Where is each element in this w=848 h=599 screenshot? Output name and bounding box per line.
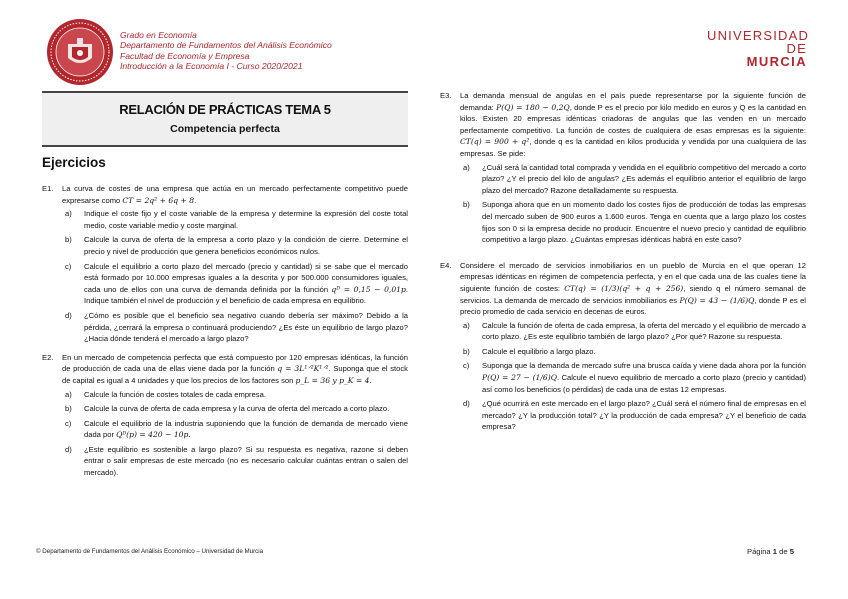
item-label: d): [463, 399, 470, 409]
university-logo: [707, 28, 810, 69]
item-text: Suponga ahora que en un momento dado los costes fijos de producción de todas las empresas del mercado suben de 900 euros a 1.600 euros. Tenga en cuenta que a largo plazo los costes fijos son 0 si la empresa decide no producir. Encuentre el nuevo precio y cantidad de equilibrio competitivo a largo plazo. ¿Cuántas empresas idénticas habrá en este caso?: [482, 200, 806, 245]
institution-degree: Grado en Economía: [120, 30, 197, 40]
page-number: [747, 547, 794, 556]
exercise-item: [62, 208, 408, 231]
exercise-item: [62, 389, 408, 401]
item-text: Calcule la curva de oferta de la empresa a corto plazo y la condición de cierre. Determine el precio y nivel de producción que genera beneficios económicos nulos.: [84, 235, 408, 256]
item-label: b): [463, 346, 470, 356]
exercise-intro: , donde P es el precio promedio de cada servicio en decenas de euros.: [460, 295, 806, 317]
item-label: b): [65, 235, 72, 245]
exercise-intro: , donde P es el precio por kilo medido en euros y Q es la cantidad en kilos. Existen 20 empresas idénticas criadoras de angulas que las venden en un mercado perfectamente competitivo. La función de costes de cualquiera de esas empresas es la siguiente:: [460, 102, 806, 135]
item-label: d): [65, 310, 72, 320]
item-text: ¿Qué ocurrirá en este mercado en el largo plazo? ¿Cuál será el número final de empresas en el mercado? ¿Y la producción total? ¿Y la producción de cada empresa? ¿Y el beneficio de cada empresa?: [482, 399, 806, 432]
title-box: [42, 91, 408, 147]
institution-info: [120, 30, 332, 72]
item-label: b): [463, 200, 470, 210]
item-formula: Qᴰ(p) = 420 − 10p.: [116, 430, 191, 440]
item-formula: qᴰ = 0,15 − 0,01p: [331, 284, 406, 294]
item-text: Calcule la curva de oferta de cada empresa y la curva de oferta del mercado a corto plazo.: [84, 404, 390, 414]
item-text: . Indique también el nivel de producción y el beneficio de cada empresa en equilibrio.: [84, 284, 408, 306]
exercise-e2: [42, 352, 408, 387]
exercise-item: [62, 234, 408, 257]
exercise-formula: P(Q) = 180 − 0,2Q: [496, 102, 570, 112]
institution-faculty: Facultad de Economía y Empresa: [120, 50, 250, 61]
exercise-number: E4.: [440, 260, 452, 270]
item-text: Calcule el equilibrio de la industria suponiendo que la función de demanda de mercado viene dada por: [84, 418, 408, 440]
exercise-prices: p_L = 36 y p_K = 4.: [295, 375, 372, 385]
exercise-formula: CT = 2q² + 6q + 8: [122, 195, 195, 205]
exercise-number: E3.: [440, 91, 452, 100]
item-label: c): [65, 261, 72, 271]
right-column: [440, 90, 806, 433]
exercise-intro: La demanda mensual de angulas en el país puede representarse por la siguiente función de demanda:: [460, 91, 806, 112]
item-label: a): [65, 389, 72, 399]
item-text: Calcule la función de costes totales de cada empresa.: [84, 389, 266, 399]
exercise-item: [460, 346, 806, 358]
item-text: ¿Este equilibrio es sostenible a largo plazo? Si su respuesta es negativa, razone si deben entrar o salir empresas de este mercado (no es necesario calcular cuántas entran o salen del mercado).: [84, 444, 408, 478]
section-heading: Ejercicios: [42, 155, 106, 170]
item-label: b): [65, 404, 72, 414]
item-label: c): [463, 361, 470, 371]
page-subtitle: Competencia perfecta: [170, 123, 280, 135]
item-label: a): [463, 162, 470, 172]
item-text: ¿Cuál será la cantidad total comprada y vendida en el equilibrio competitivo del mercado a corto plazo? ¿Y el precio del kilo de angulas? ¿Es además el equilibrio anterior el equilibrio de largo plazo del mercado? Razone detalladamente su respuesta.: [482, 162, 806, 195]
item-label: a): [463, 320, 470, 330]
exercise-intro: , donde q es la cantidad en kilos producida y vendida por una cualquiera de las empresas. Se pide:: [460, 137, 806, 158]
item-text: Calcule el equilibrio a largo plazo.: [482, 346, 596, 356]
exercise-number: E1.: [42, 184, 54, 193]
item-text: Suponga que la demanda de mercado sufre una brusca caída y viene dada ahora por la función: [482, 361, 806, 371]
page-current: 1: [772, 547, 778, 556]
exercise-intro: La curva de costes de una empresa que actúa en un mercado perfectamente competitivo puede expresarse como: [62, 184, 408, 205]
institution-course: Introducción a la Economía I - Curso 2020/2021: [120, 61, 303, 72]
exercise-item: [62, 261, 408, 307]
logo-line-2: MURCIA: [746, 54, 807, 69]
exercise-intro: , siendo q el número semanal de servicios. La demanda de mercado de servicios inmobiliarios es: [460, 283, 806, 305]
exercise-formula: CT(q) = (1/3)(q² + q + 256): [564, 283, 684, 293]
item-label: d): [65, 444, 72, 454]
exercise-intro: En un mercado de competencia perfecta que está compuesto por 120 empresas idénticas, la función de producción de cada una de ellas viene dada por la función: [62, 352, 408, 374]
exercise-intro: Considere el mercado de servicios inmobiliarios en un pueblo de Murcia en el que operan 12 empresas idénticas en régimen de competencia perfecta, y en el que cada una de las cuales tiene la siguiente función de costes:: [460, 260, 806, 293]
exercise-formula: P(Q) = 43 − (1/6)Q: [679, 295, 755, 305]
exercise-item: [62, 444, 408, 479]
exercise-item: [62, 310, 408, 345]
exercise-e1: E1. La curva de costes de una empresa que actúa en un mercado perfectamente competitivo puede expresarse como CT = 2q² + 6q + 8.: [42, 184, 408, 205]
exercise-number: E2.: [42, 352, 54, 362]
page-title: RELACIÓN DE PRÁCTICAS TEMA 5: [119, 102, 331, 117]
item-text: Calcule la función de oferta de cada empresa, la oferta del mercado y el equilibrio de mercado a corto plazo. ¿Es este equilibrio también de largo plazo? ¿Por qué? Razone su respuesta.: [482, 320, 806, 342]
item-label: a): [65, 209, 72, 219]
page-word: Página: [747, 547, 771, 556]
logo-line-1: UNIVERSIDAD DE: [707, 28, 810, 56]
exercise-e4: [440, 260, 806, 318]
item-text: Indique el coste fijo y el coste variable de la empresa y determine la expresión del coste total medio, coste variable medio y coste marginal.: [84, 209, 408, 230]
institution-department: Departamento de Fundamentos del Análisis Económico: [120, 40, 332, 51]
exercise-intro: . Suponga que el stock de capital es igual a 4 unidades y que los precios de los factores son: [62, 364, 408, 385]
university-seal-logo: [46, 18, 114, 86]
item-formula: P(Q) = 27 − (1/6)Q: [482, 373, 557, 383]
left-column: [42, 183, 408, 479]
exercise-item: [460, 162, 806, 197]
exercise-item: [62, 418, 408, 441]
item-text: ¿Cómo es posible que el beneficio sea negativo cuando debería ser máximo? Debido a la pérdida, ¿cerrará la empresa o continuará produciendo? ¿Es éste un equilibrio de largo plazo? ¿Hacia dónde tenderá el mercado a largo plazo?: [84, 310, 408, 344]
page-total: 5: [789, 547, 794, 556]
footer-copyright: © Departamento de Fundamentos del Análisis Económico – Universidad de Murcia: [36, 548, 264, 555]
exercise-formula: CT(q) = 900 + q²: [460, 137, 530, 147]
exercise-item: [460, 360, 806, 395]
item-text: . Calcule el nuevo equilibrio de mercado a corto plazo (precio y cantidad) así como los beneficios (o pérdidas) de cada una de estas 12 empresas.: [482, 373, 806, 394]
item-label: c): [65, 418, 72, 428]
item-text: Calcule el equilibrio a corto plazo del mercado (precio y cantidad) si se sabe que el mercado está formado por 10.000 empresas iguales a la descrita y por 500.000 consumidores iguales, cada uno de ellos con una curva de demanda definida por la función: [84, 261, 408, 294]
exercise-item: [62, 403, 408, 415]
exercise-formula: q = 3L¹ᐟ²K¹ᐟ²: [277, 364, 329, 374]
exercise-item: [460, 398, 806, 433]
exercise-e3: [440, 90, 806, 160]
page-of-word: de: [779, 547, 788, 556]
exercise-item: [460, 320, 806, 343]
exercise-item: [460, 199, 806, 245]
